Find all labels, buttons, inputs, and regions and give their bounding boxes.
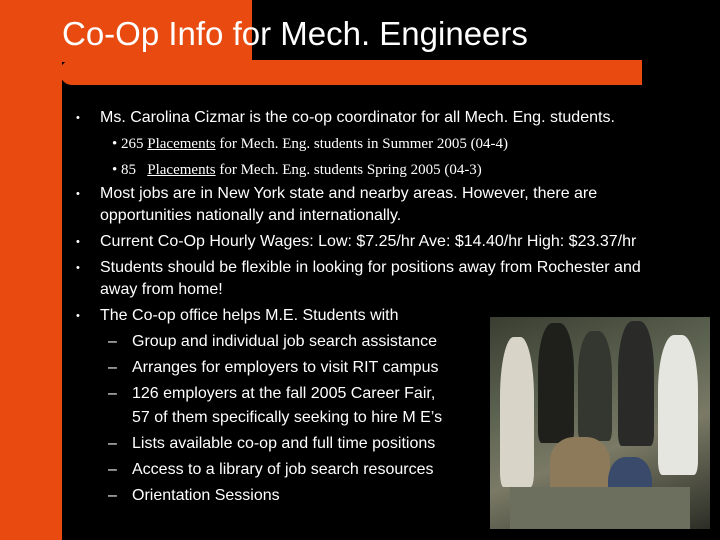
bullet-dot: •	[76, 310, 80, 322]
bullet-dot: •	[76, 188, 80, 200]
bullet-jobs-line2: opportunities nationally and internationally.	[100, 207, 402, 224]
dash-marker: –	[108, 385, 117, 402]
sub-item: Lists available co-op and full time positions	[132, 435, 436, 452]
sub-bullet-summer: • 265 Placements for Mech. Eng. students in Summer 2005 (04-4)	[112, 136, 509, 152]
sub-item: 126 employers at the fall 2005 Career Fair,	[132, 385, 436, 402]
bullet-flexible-line1: Students should be flexible in looking for positions away from Rochester and	[100, 259, 641, 276]
sub-item: Arranges for employers to visit RIT campus	[132, 359, 439, 376]
students-photo	[490, 317, 710, 529]
sub-item: Orientation Sessions	[132, 487, 280, 504]
bullet-coop-office: The Co-op office helps M.E. Students with	[100, 307, 399, 324]
bullet-dot: •	[76, 236, 80, 248]
dash-marker: –	[108, 359, 117, 376]
slide-title: Co-Op Info for Mech. Engineers	[62, 15, 528, 52]
bullet-coordinator: Ms. Carolina Cizmar is the co-op coordinator for all Mech. Eng. students.	[100, 109, 615, 126]
bullet-dot: •	[76, 262, 80, 274]
sub-item-continued: 57 of them specifically seeking to hire M E’s	[132, 409, 443, 426]
placements-link[interactable]: Placements	[147, 162, 216, 178]
sub-item: Group and individual job search assistance	[132, 333, 438, 350]
placements-link[interactable]: Placements	[147, 136, 216, 152]
sub-bullet-dot: •	[112, 162, 122, 178]
bullet-jobs-line1: Most jobs are in New York state and nearby areas. However, there are	[100, 185, 598, 202]
dash-marker: –	[108, 435, 117, 452]
bullet-dot: •	[76, 112, 80, 124]
dash-marker: –	[108, 333, 117, 350]
sub-item: Access to a library of job search resources	[132, 461, 434, 478]
bullet-flexible-line2: away from home!	[100, 281, 223, 298]
sub-bullet-spring: • 85 Placements for Mech. Eng. students Spring 2005 (04-3)	[112, 162, 482, 178]
sub-bullet-dot: •	[112, 136, 122, 152]
dash-marker: –	[108, 461, 117, 478]
dash-marker: –	[108, 487, 117, 504]
bullet-wages: Current Co-Op Hourly Wages: Low: $7.25/hr Ave: $14.40/hr High: $23.37/hr	[100, 233, 637, 250]
